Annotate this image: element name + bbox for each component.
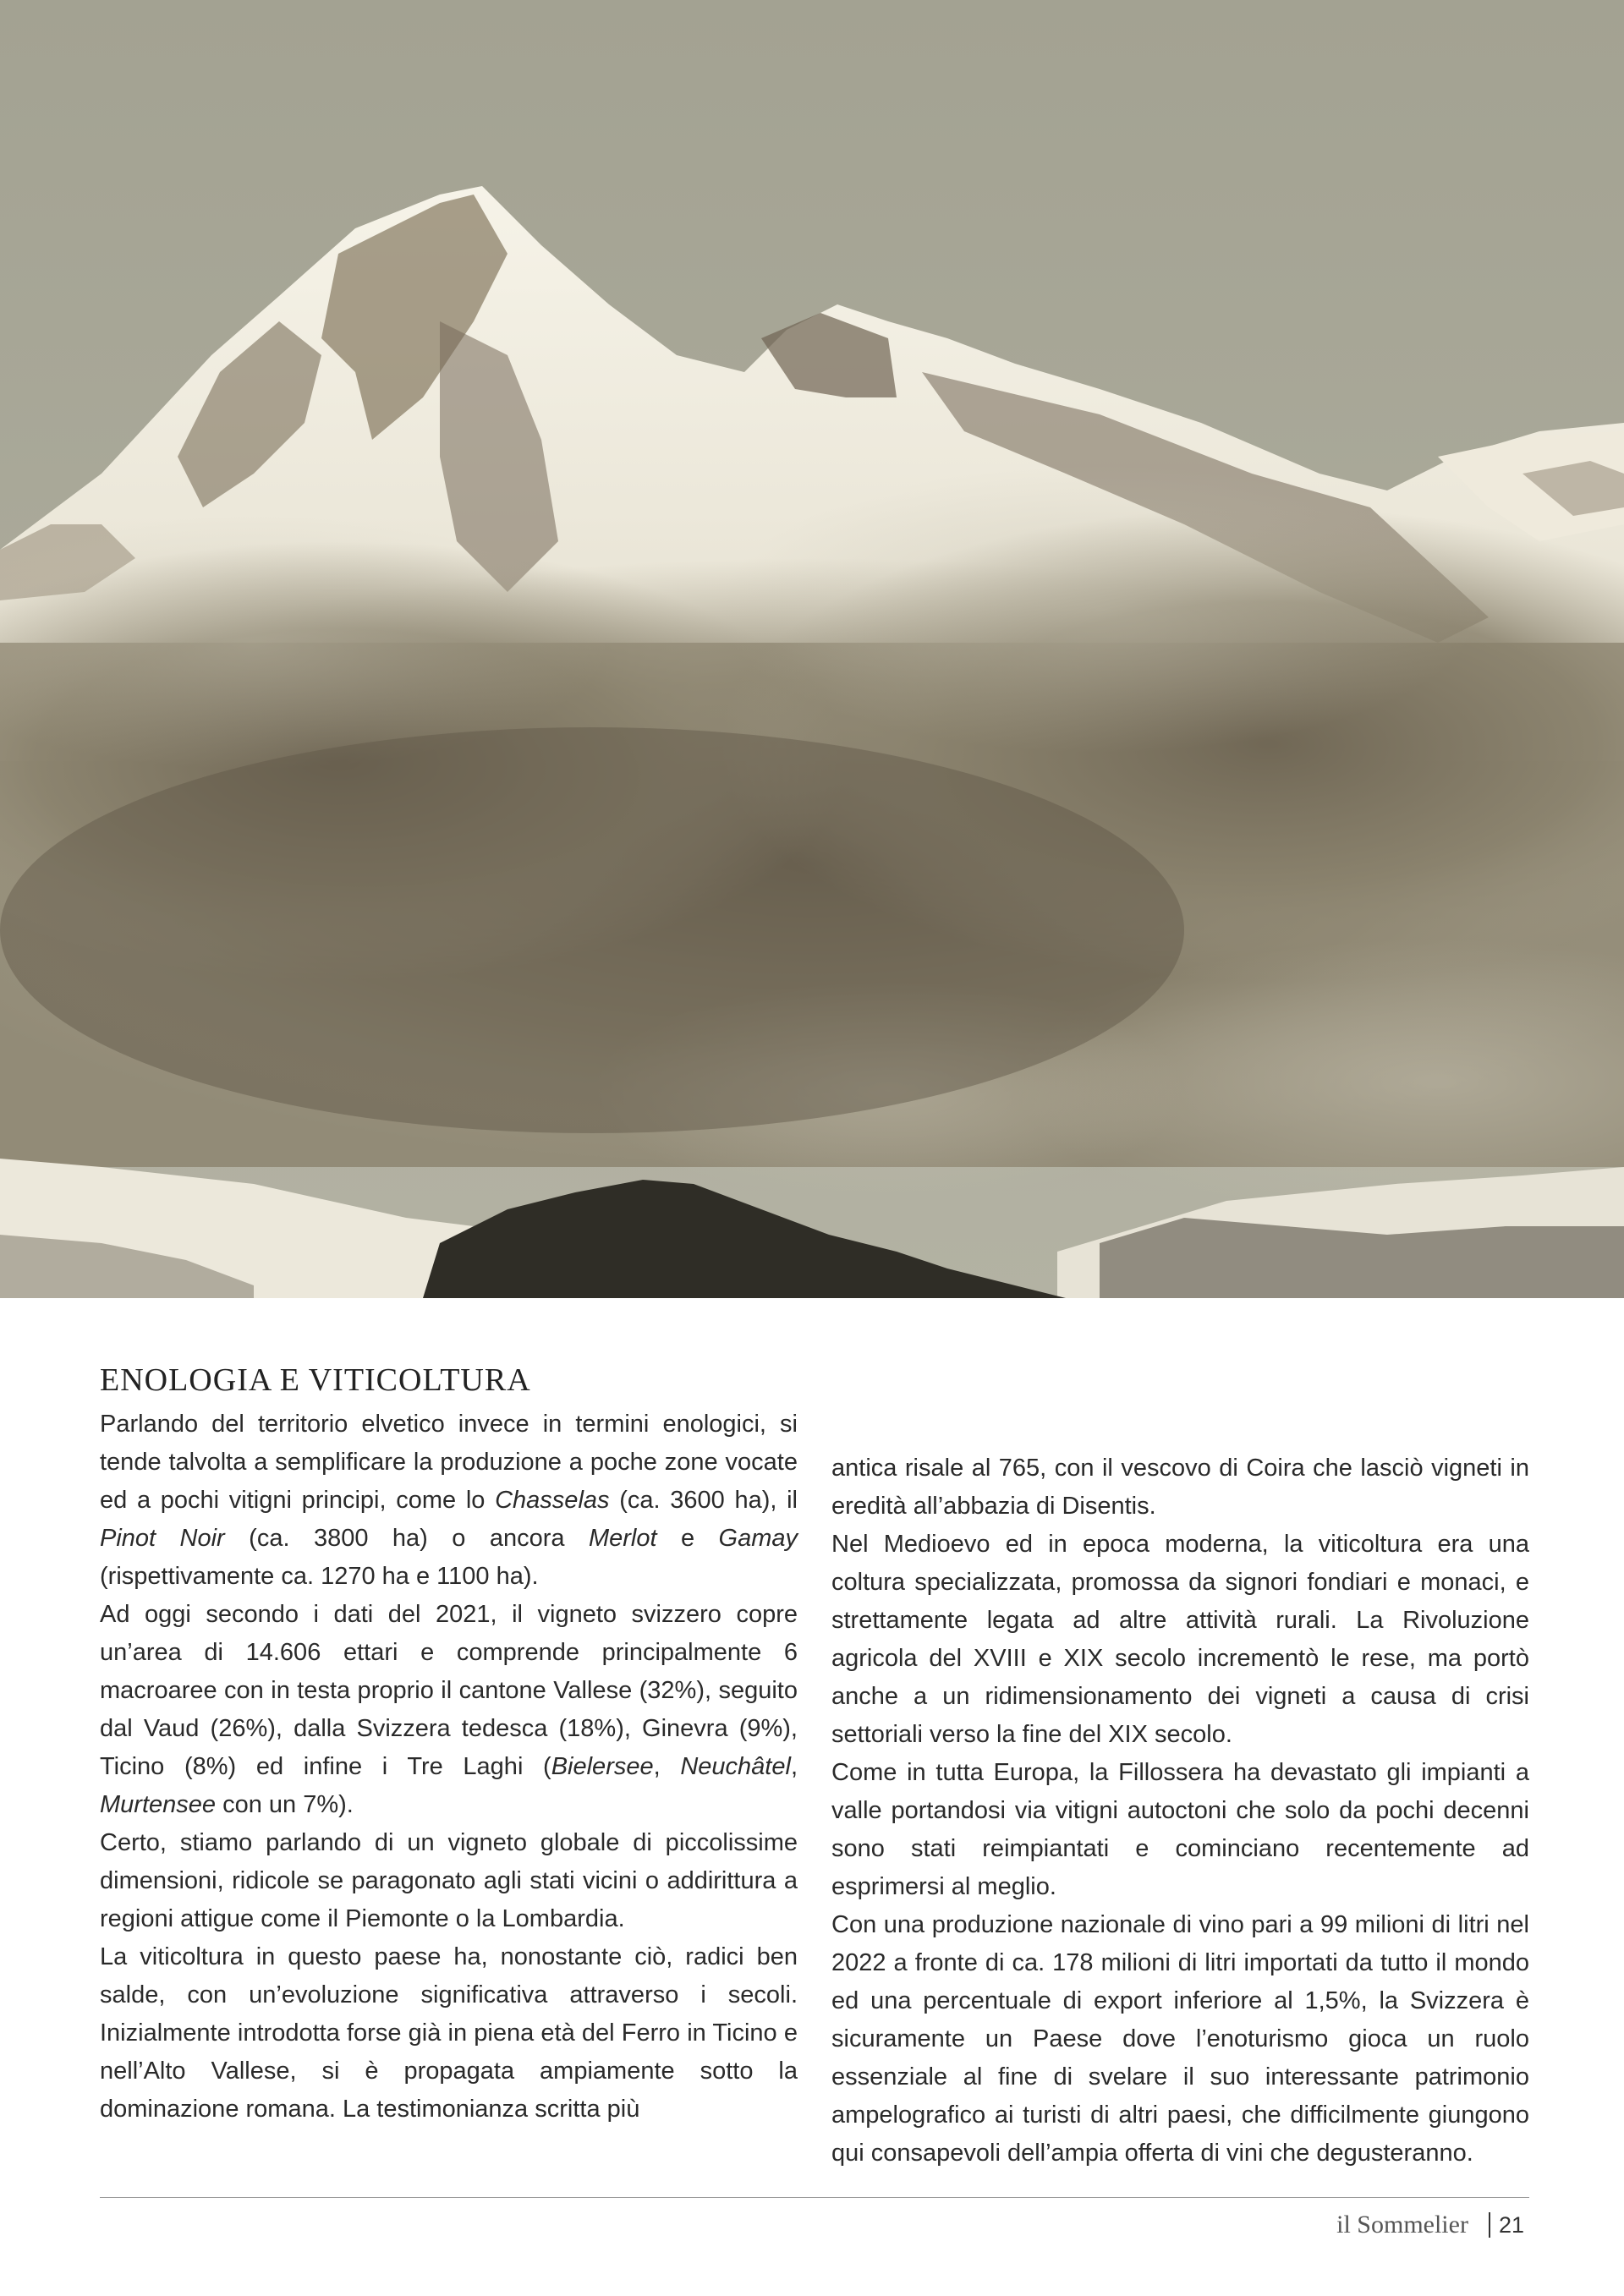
paragraph [100, 1406, 798, 1596]
italic-term: Pinot Noir [100, 1524, 225, 1552]
page-footer [1336, 2211, 1524, 2239]
article-columns [100, 1406, 1529, 2173]
text-run: (ca. 3600 ha), il [609, 1486, 798, 1514]
paragraph [100, 1938, 798, 2129]
footer-divider [100, 2197, 1529, 2198]
italic-term: Gamay [718, 1524, 798, 1552]
italic-term: Chasselas [495, 1486, 610, 1514]
text-run: Ad oggi secondo i dati del 2021, il vigneto svizzero copre un’area di 14.606 ettari e comprende principalmente 6 macroaree con in testa proprio il cantone Vallese (32%), seguito dal Vaud (26%), dalla Svizzera tedesca (18%), Ginevra (9%), Ticino (8%) ed infine i Tre Laghi ( [100, 1600, 798, 1780]
italic-term: Neuchâtel [680, 1752, 791, 1780]
paragraph [100, 1824, 798, 1938]
text-run: Parlando del territorio elvetico invece in termini enologici, si tende talvolta a semplificare la produzione a poche zone vocate ed a pochi vitigni principi, come lo [100, 1410, 798, 1514]
paragraph [100, 1596, 798, 1824]
text-run: Certo, stiamo parlando di un vigneto globale di piccolissime dimensioni, ridicole se paragonato agli stati vicini o addirittura a regioni attigue come il Piemonte o la Lombardia. [100, 1828, 798, 1932]
text-run: Nel Medioevo ed in epoca moderna, la viticoltura era una coltura specializzata, promossa da signori fondiari e monaci, e strettamente legata ad altre attività rurali. La Rivoluzione agricola del XVIII e XIX secolo incrementò le rese, ma portò anche a un ridimensionamento dei vigneti a causa di crisi settoriali verso la fine del XIX secolo. [831, 1530, 1529, 1748]
text-run: antica risale al 765, con il vescovo di Coira che lasciò vigneti in eredità all’abbazia di Disentis. [831, 1454, 1529, 1520]
page-number: 21 [1498, 2211, 1524, 2238]
footer-separator [1489, 2212, 1490, 2238]
text-run: (ca. 3800 ha) o ancora [224, 1524, 589, 1552]
italic-term: Merlot [588, 1524, 657, 1552]
magazine-name: il Sommelier [1336, 2211, 1468, 2238]
article [100, 1362, 1529, 2173]
text-run: con un 7%). [216, 1790, 354, 1818]
text-run: e [656, 1524, 719, 1552]
text-run: , [653, 1752, 681, 1780]
italic-term: Murtensee [100, 1790, 217, 1818]
italic-term: Bielersee [551, 1752, 654, 1780]
paragraph [831, 1449, 1529, 1526]
text-run: , [790, 1752, 798, 1780]
left-column [100, 1406, 798, 2173]
text-run: (rispettivamente ca. 1270 ha e 1100 ha). [100, 1562, 539, 1590]
paragraph [831, 1906, 1529, 2173]
paragraph [831, 1754, 1529, 1906]
right-column [831, 1406, 1529, 2173]
text-run: La viticoltura in questo paese ha, nonostante ciò, radici ben salde, con un’evoluzione significativa attraverso i secoli. Inizialmente introdotta forse già in piena età del Ferro in Ticino e nell’Alto Vallese, si è propagata ampiamente sotto la dominazione romana. La testimonianza scritta più [100, 1943, 798, 2123]
text-run: Con una produzione nazionale di vino pari a 99 milioni di litri nel 2022 a fronte di ca. 178 milioni di litri importati da tutto il mondo ed una percentuale di export inferiore al 1,5%, la Svizzera è sicuramente un Paese dove l’enoturismo gioca un ruolo essenziale al fine di svelare il suo interessante patrimonio ampelografico ai turisti di altri paesi, che difficilmente giungono qui consapevoli dell’ampia offerta di vini che degusteranno. [831, 1910, 1529, 2167]
text-run: Come in tutta Europa, la Fillossera ha devastato gli impianti a valle portandosi via vitigni autoctoni che solo da pochi decenni sono stati reimpiantati e cominciano recentemente ad esprimersi al meglio. [831, 1758, 1529, 1900]
section-heading: ENOLOGIA E VITICOLTURA [100, 1362, 531, 1398]
paragraph [831, 1526, 1529, 1754]
